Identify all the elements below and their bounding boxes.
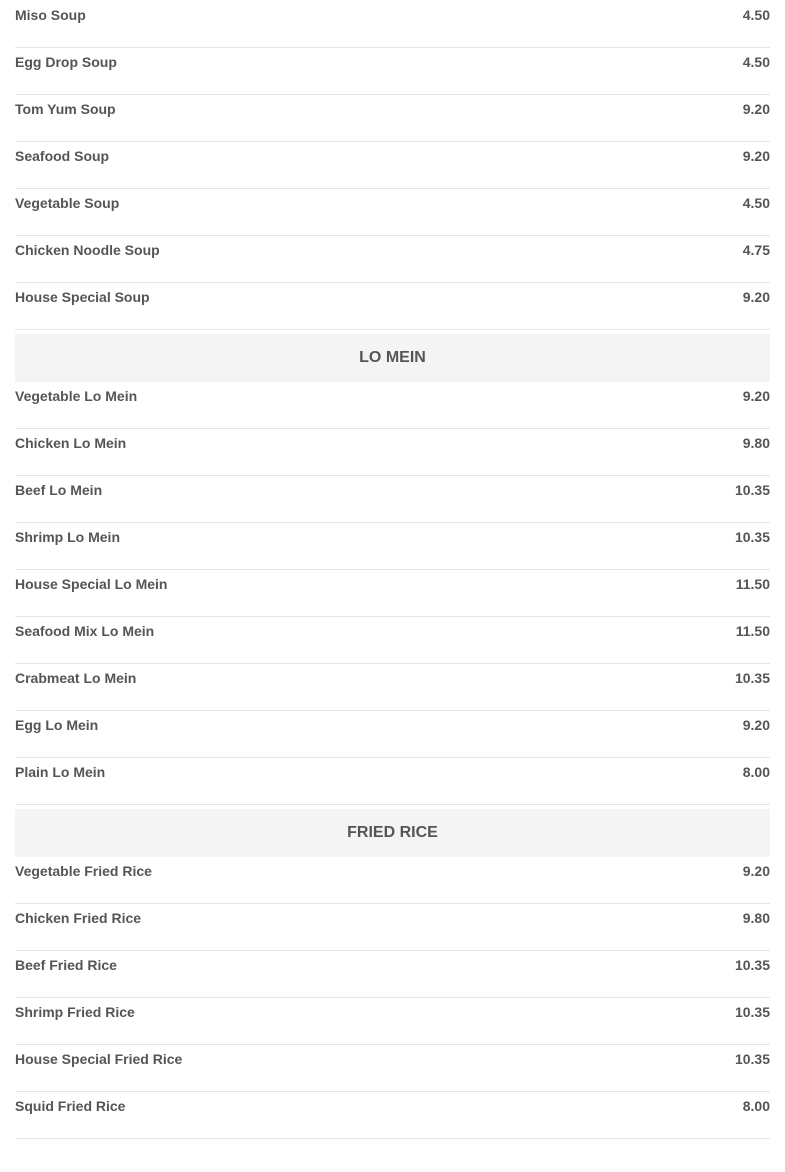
menu-item-name: Chicken Fried Rice <box>15 910 142 926</box>
menu-item[interactable] <box>15 569 770 617</box>
menu-item-price: 10.35 <box>734 1051 770 1067</box>
menu-list <box>15 0 770 1139</box>
menu-item[interactable] <box>15 94 770 142</box>
menu-item-name: Crabmeat Lo Mein <box>15 670 137 686</box>
menu-item-name: Vegetable Lo Mein <box>15 388 138 404</box>
menu-item[interactable] <box>15 757 770 805</box>
menu-item[interactable] <box>15 47 770 95</box>
menu-item[interactable] <box>15 1091 770 1139</box>
menu-item[interactable] <box>15 0 770 48</box>
menu-item-name: House Special Fried Rice <box>15 1051 183 1067</box>
menu-item-name: Egg Lo Mein <box>15 717 99 733</box>
menu-item-name: Beef Fried Rice <box>15 957 117 973</box>
menu-item-price: 4.75 <box>742 242 770 258</box>
section-header-fried-rice: FRIED RICE <box>15 809 770 857</box>
menu-item-name: Egg Drop Soup <box>15 54 117 70</box>
menu-item-name: Miso Soup <box>15 7 86 23</box>
menu-item-name: Vegetable Soup <box>15 195 120 211</box>
menu-item[interactable] <box>15 235 770 283</box>
section-header-lo-mein: LO MEIN <box>15 334 770 382</box>
menu-item-name: Chicken Lo Mein <box>15 435 127 451</box>
menu-item[interactable] <box>15 428 770 476</box>
menu-item-price: 9.20 <box>742 717 770 733</box>
fried-rice-section <box>15 809 770 1139</box>
menu-item[interactable] <box>15 856 770 904</box>
menu-item-name: Tom Yum Soup <box>15 101 116 117</box>
menu-item[interactable] <box>15 710 770 758</box>
menu-item-name: Seafood Mix Lo Mein <box>15 623 155 639</box>
menu-item-price: 10.35 <box>734 529 770 545</box>
menu-item[interactable] <box>15 475 770 523</box>
menu-item-price: 8.00 <box>742 764 770 780</box>
menu-item-price: 8.00 <box>742 1098 770 1114</box>
menu-item-name: Chicken Noodle Soup <box>15 242 160 258</box>
menu-item[interactable] <box>15 997 770 1045</box>
menu-item-name: House Special Lo Mein <box>15 576 168 592</box>
menu-item-name: Seafood Soup <box>15 148 110 164</box>
menu-item-name: Squid Fried Rice <box>15 1098 126 1114</box>
menu-item[interactable] <box>15 188 770 236</box>
menu-item[interactable] <box>15 141 770 189</box>
lo-mein-section <box>15 334 770 805</box>
menu-item-name: Shrimp Lo Mein <box>15 529 120 545</box>
menu-item[interactable] <box>15 663 770 711</box>
menu-item[interactable] <box>15 282 770 330</box>
menu-item[interactable] <box>15 381 770 429</box>
menu-item-price: 10.35 <box>734 670 770 686</box>
menu-item-name: Vegetable Fried Rice <box>15 863 152 879</box>
menu-item-price: 10.35 <box>734 482 770 498</box>
menu-item[interactable] <box>15 950 770 998</box>
menu-item[interactable] <box>15 903 770 951</box>
menu-item[interactable] <box>15 616 770 664</box>
menu-item-price: 4.50 <box>742 54 770 70</box>
menu-item-price: 11.50 <box>735 623 770 639</box>
menu-item-price: 10.35 <box>734 1004 770 1020</box>
menu-item-name: Beef Lo Mein <box>15 482 103 498</box>
menu-item-name: Plain Lo Mein <box>15 764 106 780</box>
menu-item-price: 10.35 <box>734 957 770 973</box>
menu-item-price: 9.20 <box>742 289 770 305</box>
menu-item-price: 9.80 <box>742 910 770 926</box>
menu-item-price: 11.50 <box>735 576 770 592</box>
soup-section <box>15 0 770 330</box>
menu-item[interactable] <box>15 522 770 570</box>
menu-item-price: 9.20 <box>742 388 770 404</box>
menu-item-price: 9.80 <box>742 435 770 451</box>
menu-item-price: 4.50 <box>742 7 770 23</box>
menu-item-price: 9.20 <box>742 863 770 879</box>
menu-item-name: House Special Soup <box>15 289 150 305</box>
menu-item[interactable] <box>15 1044 770 1092</box>
menu-item-price: 4.50 <box>742 195 770 211</box>
menu-item-price: 9.20 <box>742 101 770 117</box>
menu-item-name: Shrimp Fried Rice <box>15 1004 135 1020</box>
menu-item-price: 9.20 <box>742 148 770 164</box>
